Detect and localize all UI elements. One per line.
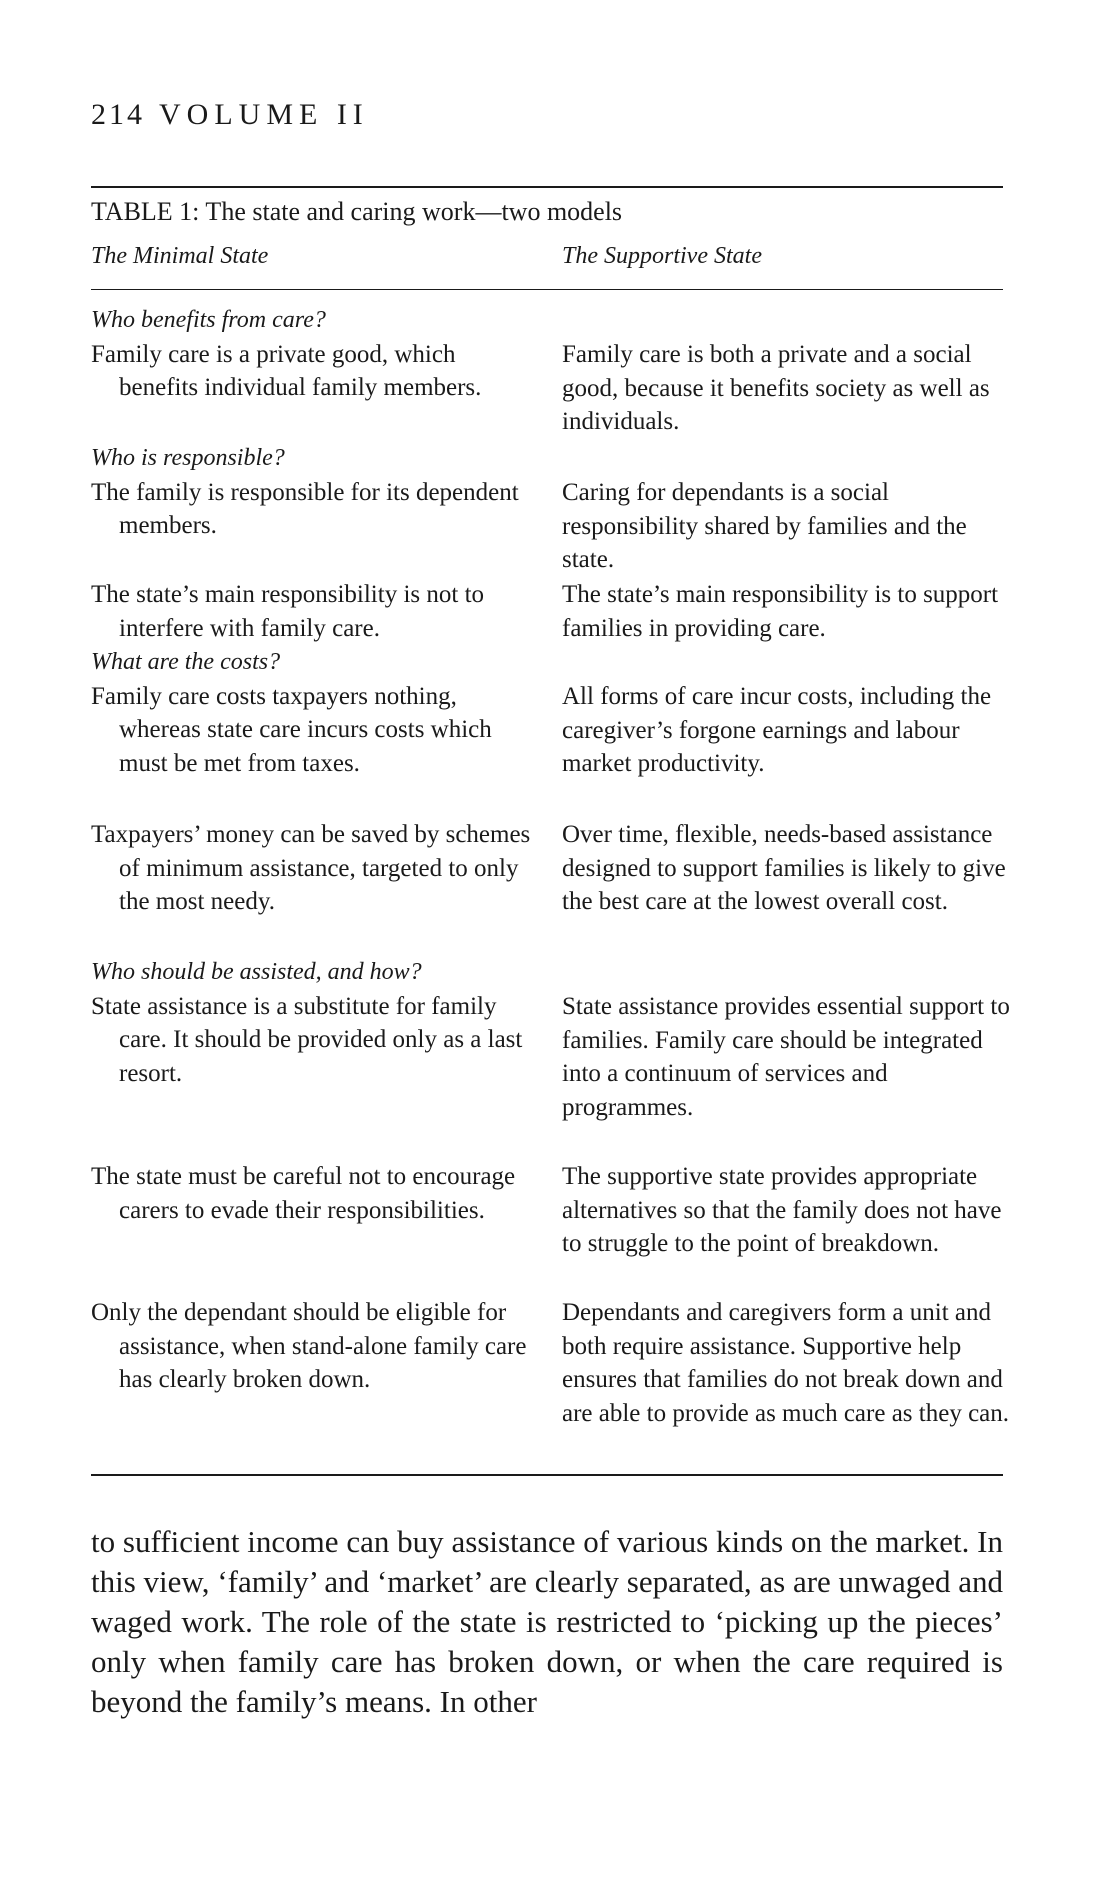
table-cell-left — [91, 818, 531, 919]
cell-text: Family care is a private good, which benefits individual family members. — [91, 340, 482, 401]
cell-text: Caring for dependants is a social responsibility shared by families and the state. — [562, 479, 967, 573]
cell-text: The state’s main responsibility is not to interfere with family care. — [91, 581, 485, 642]
section-question: Who is responsible? — [91, 445, 285, 471]
table-cell-right — [562, 1296, 1012, 1430]
table-bottom-rule — [91, 1474, 1003, 1476]
body-paragraph: to sufficient income can buy assistance of various kinds on the market. In this view, ‘family’ and ‘market’ are clearly separated, as are unwaged and waged work. The role of the state is restricted to ‘picking up the pieces’ only when family care has broken down, or when the care required is beyond the family’s means. In other — [91, 1524, 1003, 1719]
table-cell-left — [91, 956, 531, 1090]
table-cell-left — [91, 304, 531, 405]
table-top-rule — [91, 186, 1003, 188]
table-cell-right — [562, 1160, 1012, 1261]
cell-text: Taxpayers’ money can be saved by schemes of minimum assistance, targeted to only the most needy. — [91, 821, 531, 915]
table-cell-left — [91, 646, 531, 780]
table-cell-right — [562, 338, 1012, 439]
table-cell-right — [562, 476, 1012, 577]
column-heading-minimal-state: The Minimal State — [91, 243, 269, 269]
table-cell-left — [91, 1160, 531, 1227]
table-header-rule — [91, 289, 1003, 290]
cell-text: State assistance is a substitute for family care. It should be provided only as a last resort. — [91, 992, 523, 1087]
table-cell-right — [562, 818, 1012, 919]
cell-text: State assistance provides essential support to families. Family care should be integrated into a continuum of services and programmes. — [562, 993, 1010, 1121]
table-cell-right — [562, 578, 1012, 645]
running-head — [91, 100, 369, 130]
column-heading-supportive-state: The Supportive State — [562, 243, 762, 269]
table-title: TABLE 1: The state and caring work—two models — [91, 197, 623, 226]
table-cell-right — [562, 990, 1012, 1124]
cell-text: The supportive state provides appropriate alternatives so that the family does not have to struggle to the point of breakdown. — [562, 1163, 1002, 1257]
cell-text: Over time, flexible, needs-based assistance designed to support families is likely to give the best care at the lowest overall cost. — [562, 821, 1006, 915]
table-cell-left — [91, 578, 531, 645]
table-cell-left — [91, 442, 531, 543]
volume-label: VOLUME II — [159, 98, 369, 131]
page-number: 214 — [91, 98, 145, 131]
cell-text: All forms of care incur costs, including the caregiver’s forgone earnings and labour market productivity. — [562, 683, 992, 777]
cell-text: Only the dependant should be eligible for assistance, when stand-alone family care has clearly broken down. — [91, 1299, 527, 1393]
cell-text: The state must be careful not to encourage carers to evade their responsibilities. — [91, 1163, 516, 1224]
section-question: What are the costs? — [91, 649, 281, 675]
cell-text: The family is responsible for its dependent members. — [91, 478, 519, 539]
section-question: Who should be assisted, and how? — [91, 959, 422, 985]
cell-text: The state’s main responsibility is to support families in providing care. — [562, 581, 999, 642]
table-cell-left — [91, 1296, 531, 1397]
cell-text: Family care is both a private and a social good, because it benefits society as well as individuals. — [562, 341, 990, 435]
section-question: Who benefits from care? — [91, 307, 326, 333]
cell-text: Dependants and caregivers form a unit and both require assistance. Supportive help ensures that families do not break down and are able to provide as much care as they can. — [562, 1299, 1010, 1427]
table-cell-right — [562, 680, 1012, 781]
body-text — [91, 1522, 1003, 1722]
cell-text: Family care costs taxpayers nothing, whereas state care incurs costs which must be met from taxes. — [91, 682, 492, 777]
